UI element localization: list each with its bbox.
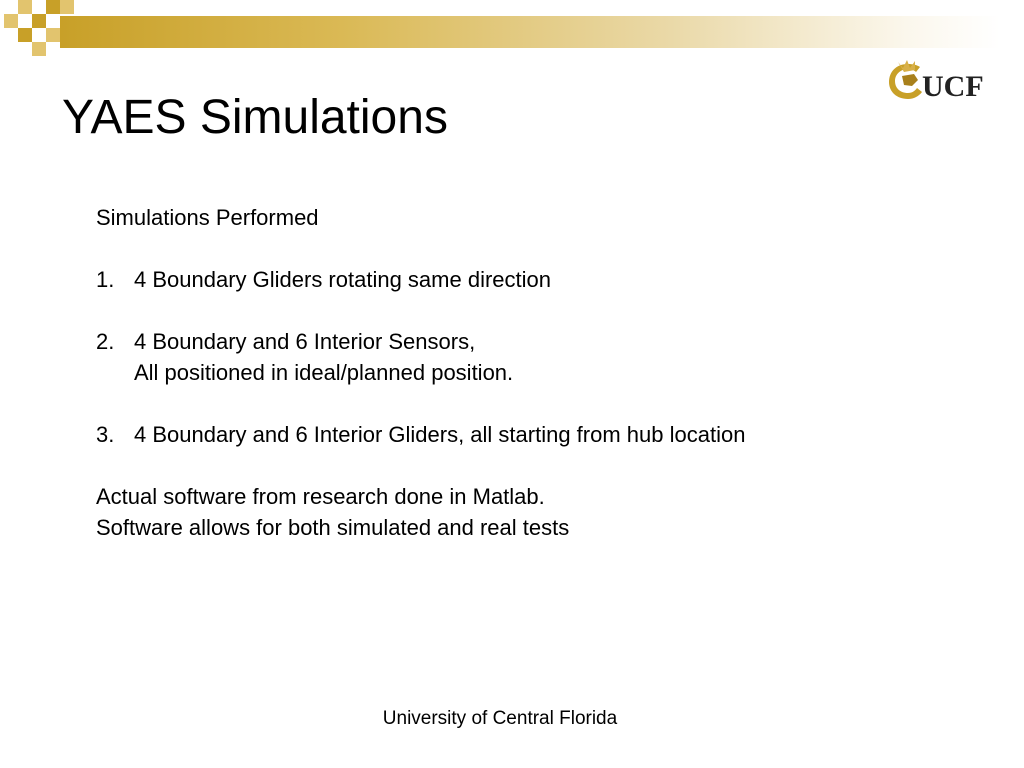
checker-square [32, 42, 46, 56]
checker-square [18, 0, 32, 14]
slide-title: YAES Simulations [62, 91, 448, 144]
list-number: 2. [96, 329, 115, 354]
slide-footer: University of Central Florida [382, 708, 618, 729]
list-item [96, 419, 956, 450]
checker-square [60, 0, 74, 14]
slide-body [96, 202, 956, 543]
simulation-list [96, 264, 956, 450]
section-heading: Simulations Performed [96, 205, 319, 230]
logo-text: UCF [922, 70, 984, 103]
pegasus-icon [889, 60, 922, 99]
list-number: 3. [96, 422, 115, 447]
closing-line: Actual software from research done in Matlab. [96, 484, 545, 509]
checker-square [18, 28, 32, 42]
list-number: 1. [96, 267, 115, 292]
closing-line: Software allows for both simulated and real tests [96, 515, 570, 540]
gradient-bar [60, 16, 1000, 48]
checker-square [4, 14, 18, 28]
list-item-text: All positioned in ideal/planned position. [134, 360, 514, 385]
closing-notes [96, 481, 956, 543]
list-item-text: 4 Boundary and 6 Interior Sensors, [134, 329, 476, 354]
list-item [96, 264, 956, 295]
list-item [96, 326, 956, 388]
checker-square [46, 0, 60, 14]
checker-square [46, 28, 60, 42]
checker-square [32, 14, 46, 28]
ucf-logo [884, 58, 1000, 104]
list-item-text: 4 Boundary Gliders rotating same direction [134, 267, 551, 292]
list-item-text: 4 Boundary and 6 Interior Gliders, all starting from hub location [134, 422, 746, 447]
